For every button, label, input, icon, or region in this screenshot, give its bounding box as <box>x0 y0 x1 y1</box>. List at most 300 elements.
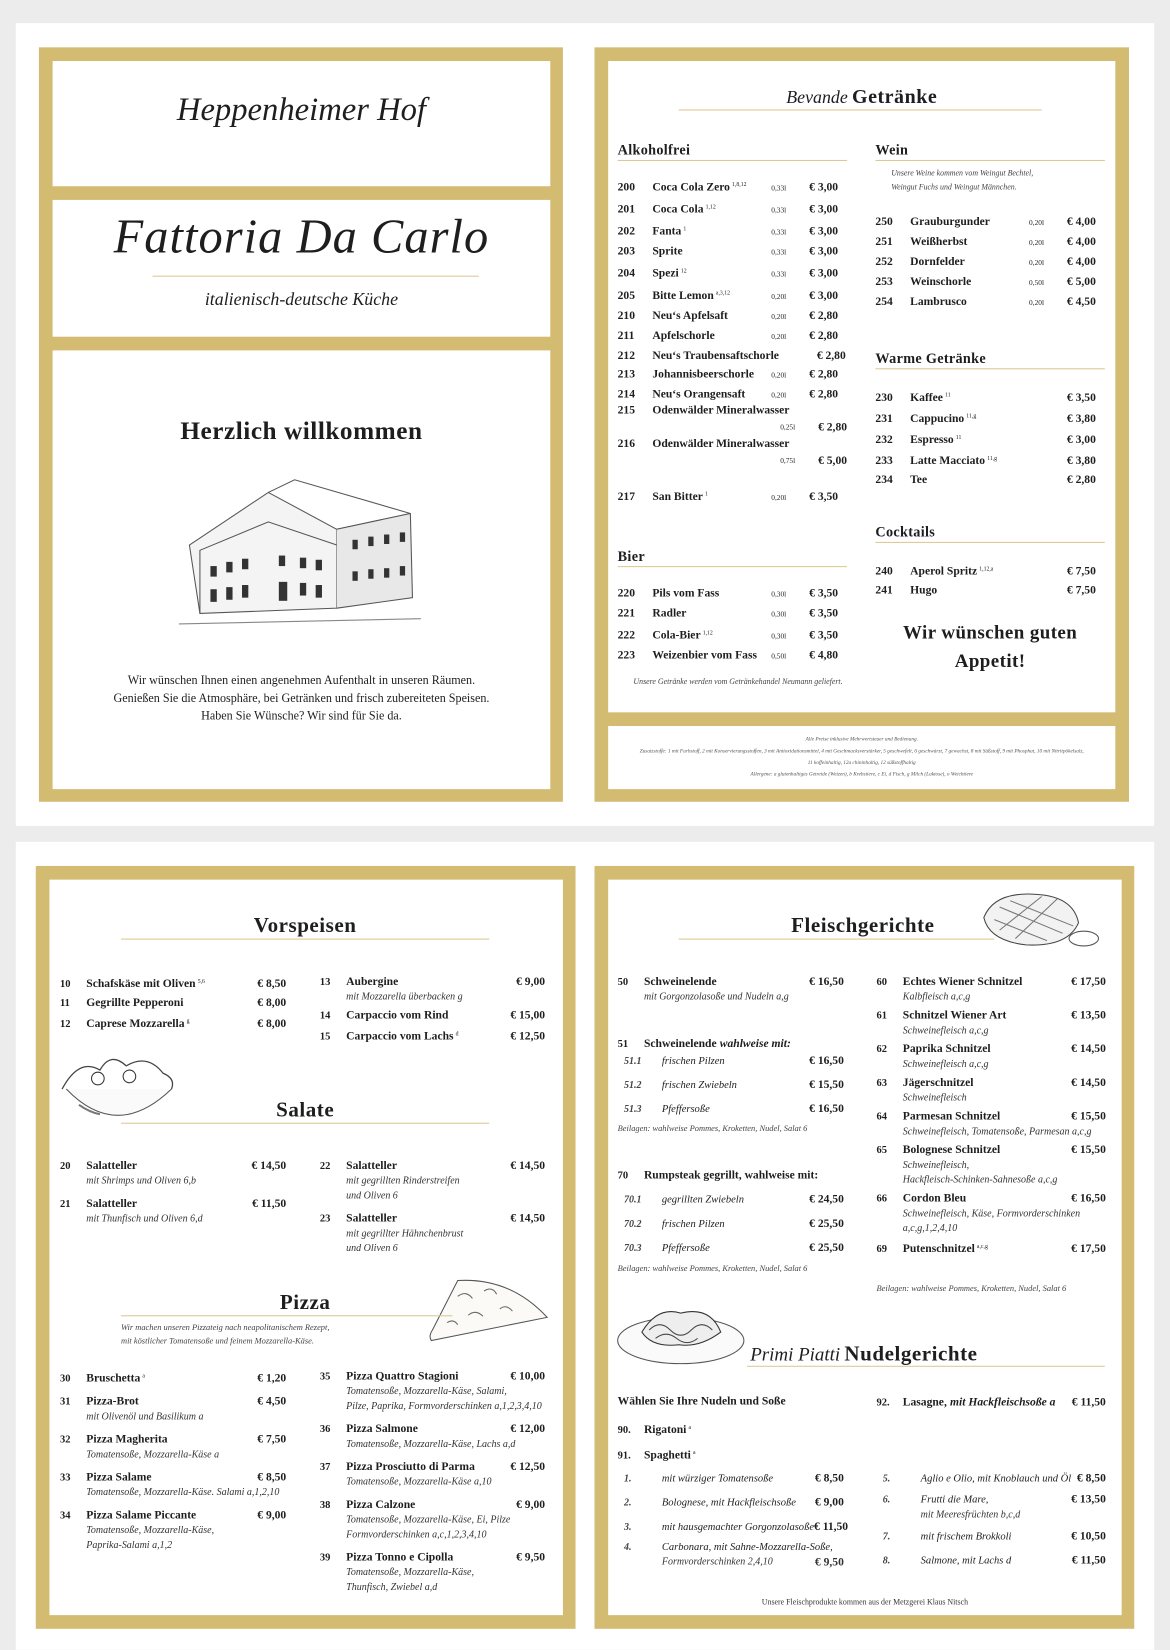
list-pizza-left <box>60 1369 286 1561</box>
item-price: € 10,50 <box>1071 1529 1106 1543</box>
item-volume: 0,25l <box>780 422 796 432</box>
item-line <box>875 213 1104 233</box>
item-number: 214 <box>617 388 636 401</box>
item-allergens: 11 <box>955 434 962 441</box>
item-name: Coca Cola <box>652 203 704 216</box>
item-price: € 11,50 <box>814 1520 849 1534</box>
item-number: 22 <box>319 1160 331 1173</box>
item-number: 210 <box>617 309 636 322</box>
menu-item <box>618 1168 844 1184</box>
item-allergens: 12 <box>680 268 687 275</box>
item-line <box>876 1467 1105 1491</box>
item-line <box>876 1042 1105 1058</box>
item-price: € 3,00 <box>809 245 839 258</box>
drinks-title <box>608 86 1115 109</box>
pasta-title-main: Nudelgerichte <box>844 1342 978 1366</box>
item-price: € 4,00 <box>1066 235 1096 249</box>
item-description: Pilze, Paprika, Formvorderschinken a,1,2,3,4,10 <box>346 1401 542 1413</box>
item-name: Apfelschorle <box>652 329 715 342</box>
item-price: € 8,00 <box>257 996 287 1010</box>
item-name-wrap <box>903 1239 1071 1257</box>
pizza-note-line: mit köstlicher Tomatensoße und feinem Mozzarella-Käse. <box>121 1336 314 1346</box>
item-number: 215 <box>617 404 636 417</box>
item-name-wrap <box>662 1189 809 1212</box>
menu-item <box>618 1515 849 1539</box>
item-line <box>876 1239 1105 1257</box>
item-volume: 0,50l <box>771 652 787 661</box>
item-name-wrap <box>910 407 1029 428</box>
item-line <box>618 198 847 220</box>
beilagen-note: Beilagen: wahlweise Pommes, Kroketten, Nudel, Salat 6 <box>617 1263 808 1274</box>
item-name-wrap <box>910 560 1029 581</box>
item-name: Schafskäse mit Oliven <box>86 977 196 991</box>
menu-item <box>875 581 1104 600</box>
item-price: € 16,50 <box>809 975 844 989</box>
menu-item <box>618 1491 844 1515</box>
divider <box>747 1366 1105 1367</box>
item-price: € 3,00 <box>809 225 839 238</box>
list-wein <box>875 213 1104 313</box>
item-price: € 9,50 <box>516 1550 546 1564</box>
item-line <box>320 974 545 990</box>
item-description <box>618 1556 844 1570</box>
item-name-wrap <box>86 1014 257 1032</box>
item-line <box>618 584 847 604</box>
item-name: Weißherbst <box>910 235 968 249</box>
item-name: Radler <box>652 607 687 620</box>
item-line <box>320 1027 545 1045</box>
item-name-wrap <box>652 365 771 384</box>
item-line <box>618 1539 844 1556</box>
item-line <box>618 262 847 284</box>
item-line <box>60 1369 286 1387</box>
item-name-wrap <box>652 436 847 453</box>
item-name-emphasis: mit Hackfleischsoße a <box>950 1396 1056 1409</box>
item-volume: 0,33l <box>771 248 787 257</box>
divider <box>618 160 847 161</box>
item-name-wrap <box>662 1468 815 1491</box>
item-number: 62 <box>876 1043 888 1056</box>
item-name-wrap <box>652 284 771 305</box>
item-line <box>618 485 847 507</box>
menu-item <box>320 1158 545 1203</box>
item-price: € 3,80 <box>1066 412 1096 426</box>
list-fleisch-50 <box>618 974 844 1012</box>
item-number: 70.2 <box>623 1219 642 1231</box>
item-name-wrap <box>903 1191 1071 1207</box>
item-name-wrap <box>346 1369 510 1385</box>
item-volume: 0,33l <box>771 184 787 193</box>
menu-item <box>60 1014 286 1032</box>
item-line <box>876 1075 1105 1091</box>
list-lasagne <box>876 1395 1105 1418</box>
item-name-wrap <box>910 273 1029 292</box>
list-salate-right <box>320 1158 545 1263</box>
item-line <box>320 1497 545 1513</box>
item-name-wrap <box>652 220 771 241</box>
item-price: € 14,50 <box>251 1159 287 1173</box>
item-name: Tee <box>910 473 928 487</box>
item-price: € 4,50 <box>257 1395 287 1408</box>
menu-item <box>875 560 1104 581</box>
menu-item <box>618 306 847 326</box>
menu-item <box>876 1109 1105 1140</box>
divider <box>875 542 1104 543</box>
item-description: Tomatensoße, Mozzarella-Käse, Lachs a,d <box>346 1439 516 1450</box>
menu-item <box>875 213 1104 233</box>
list-sauces-left <box>618 1467 849 1572</box>
item-description: Thunfisch, Zwiebel a,d <box>346 1582 438 1594</box>
section-title-fleischgerichte: Fleischgerichte <box>791 914 935 938</box>
item-description: Schweinefleisch a,c,g <box>902 1025 989 1037</box>
item-name-wrap <box>910 293 1029 312</box>
item-name-wrap <box>921 1550 1072 1573</box>
item-name-wrap <box>652 584 771 603</box>
item-line <box>875 470 1104 489</box>
menu-item <box>876 1549 1105 1573</box>
item-name: frischen Pilzen <box>661 1218 725 1231</box>
item-name-wrap <box>86 1508 257 1524</box>
item-allergens: 1,8,12 <box>732 182 747 189</box>
closing-text <box>875 619 1104 676</box>
drinks-title-main: Getränke <box>852 86 938 109</box>
item-name: Aperol Spritz <box>910 565 978 578</box>
item-price: € 15,50 <box>1071 1110 1106 1123</box>
item-number: 252 <box>875 255 893 269</box>
divider <box>153 276 479 277</box>
item-number: 223 <box>617 649 636 662</box>
item-name-wrap <box>910 581 1029 600</box>
item-price: € 2,80 <box>809 388 839 401</box>
item-number: 20 <box>59 1160 71 1173</box>
item-name-wrap <box>346 1027 510 1045</box>
menu-item <box>60 1470 286 1501</box>
item-name-wrap <box>662 1098 809 1121</box>
item-name: Gegrillte Pepperoni <box>86 996 184 1010</box>
list-fleisch-70-options <box>618 1188 844 1261</box>
item-name-wrap <box>652 242 771 261</box>
divider <box>875 368 1104 369</box>
item-volume: 0,20l <box>1029 238 1044 248</box>
item-number: 90. <box>617 1424 631 1437</box>
item-price: € 9,00 <box>516 975 546 989</box>
item-price: € 13,50 <box>1071 1493 1106 1506</box>
legal-text <box>614 734 1109 780</box>
item-number: 37 <box>319 1461 331 1474</box>
item-name: Parmesan Schnitzel <box>902 1110 1001 1123</box>
item-number: 230 <box>875 391 893 405</box>
item-price: € 13,50 <box>1071 1009 1106 1022</box>
item-volume: 0,20l <box>771 371 787 380</box>
item-number: 51.3 <box>623 1104 642 1116</box>
menu-item <box>320 974 545 1005</box>
item-line <box>320 1211 545 1227</box>
closing-line: Appetit! <box>954 650 1026 672</box>
menu-item <box>320 1422 545 1453</box>
item-number: 70.3 <box>623 1243 642 1255</box>
item-number: 222 <box>617 629 636 642</box>
item-number: 6. <box>882 1495 891 1506</box>
item-line <box>618 1188 844 1212</box>
menu-item <box>60 1196 286 1227</box>
item-volume: 0,50l <box>1029 278 1044 288</box>
item-price: € 5,00 <box>818 454 848 468</box>
item-number: 200 <box>617 180 636 194</box>
section-heading-cocktails: Cocktails <box>875 523 936 540</box>
menu-item <box>618 326 847 346</box>
item-description: Schweinefleisch, <box>902 1160 970 1172</box>
menu-item <box>618 176 847 198</box>
menu-item <box>618 584 847 604</box>
item-name-wrap <box>662 1213 809 1236</box>
item-line <box>60 1394 286 1410</box>
menu-item <box>875 428 1104 449</box>
item-number: 232 <box>875 433 893 447</box>
item-volume: 0,30l <box>771 610 787 619</box>
pizza-note <box>121 1321 329 1348</box>
item-name-wrap <box>903 1075 1071 1091</box>
item-line <box>60 1196 286 1212</box>
item-name: mit frischem Brokkoli <box>920 1530 1012 1543</box>
item-name: Sprite <box>652 245 683 258</box>
menu-item <box>618 1073 844 1097</box>
menu-item <box>618 1420 844 1438</box>
item-name-wrap <box>903 974 1071 990</box>
pasta-title-script: Primi Piatti <box>750 1343 841 1365</box>
menu-item <box>876 1467 1105 1491</box>
item-line <box>875 233 1104 253</box>
welcome-text <box>53 672 551 726</box>
menu-item <box>618 436 847 470</box>
item-line <box>618 624 847 646</box>
item-name-wrap <box>346 1008 510 1024</box>
item-name: Pizza Salmone <box>346 1422 418 1436</box>
item-allergens: a,c,g <box>976 1243 988 1251</box>
item-name-wrap <box>910 233 1029 252</box>
item-price: € 3,50 <box>809 607 839 620</box>
item-number: 70 <box>617 1170 629 1182</box>
item-price: € 14,50 <box>510 1212 546 1225</box>
item-price: € 14,50 <box>1071 1042 1106 1056</box>
item-volume: 0,33l <box>771 206 787 215</box>
item-allergens: a <box>693 1449 696 1457</box>
item-description: Schweinefleisch a,c,g <box>902 1059 989 1071</box>
item-volume: 0,20l <box>771 292 787 301</box>
list-mineralwasser <box>618 402 847 469</box>
item-line <box>320 1459 545 1475</box>
item-price: € 3,50 <box>809 490 839 503</box>
item-name-wrap <box>652 604 771 623</box>
item-price: € 7,50 <box>257 1433 287 1446</box>
list-bier <box>618 584 847 666</box>
item-name-wrap <box>652 306 771 325</box>
item-name: Neu‘s Orangensaft <box>652 388 746 401</box>
item-description: mit Mozzarella überbacken g <box>346 992 463 1003</box>
item-description: Tomatensoße, Mozzarella-Käse. Salami a,1,2,10 <box>86 1487 280 1499</box>
list-vorspeisen-left <box>60 974 286 1035</box>
item-name: Schweinelende <box>643 975 717 989</box>
item-price: € 8,50 <box>814 1472 844 1485</box>
item-name-wrap <box>644 1446 844 1464</box>
item-name-wrap <box>346 1459 510 1475</box>
item-line <box>320 1422 545 1438</box>
item-price: € 2,80 <box>809 368 839 381</box>
item-number: 15 <box>319 1031 331 1043</box>
menu-item <box>618 974 844 1005</box>
item-description: mit Thunfisch und Oliven 6,d <box>86 1214 203 1225</box>
item-name-wrap <box>910 449 1029 470</box>
item-line <box>618 1467 844 1491</box>
pasta-plate-illustration <box>616 1301 751 1368</box>
item-allergens: 1,12,a <box>979 566 994 573</box>
item-line <box>875 407 1104 428</box>
item-price: € 4,80 <box>809 649 839 662</box>
item-line <box>60 1158 286 1174</box>
item-volume: 0,20l <box>771 493 787 502</box>
item-number: 23 <box>319 1213 331 1225</box>
item-name: Neu‘s Traubensaftschorle <box>652 349 779 362</box>
menu-item <box>876 1191 1105 1236</box>
item-line <box>875 293 1104 313</box>
item-name: gegrillten Zwiebeln <box>661 1194 744 1206</box>
item-price: € 3,00 <box>809 180 839 194</box>
menu-item <box>618 198 847 220</box>
item-name-wrap <box>921 1526 1071 1549</box>
item-line <box>618 1236 844 1260</box>
divider <box>875 160 1104 161</box>
item-number: 201 <box>617 203 636 216</box>
pasta-title <box>750 1343 977 1367</box>
menu-item <box>618 624 847 646</box>
item-line <box>618 1491 844 1515</box>
item-line <box>60 1470 286 1486</box>
legal-box <box>608 726 1115 789</box>
item-line <box>618 974 844 990</box>
item-description: Schweinefleisch, Käse, Formvorderschinken a,c,g,1,2,4,10 <box>902 1208 1081 1235</box>
item-name: Salatteller <box>346 1159 397 1173</box>
menu-item <box>875 293 1104 313</box>
legal-line: Alle Preise inklusive Mehrwertsteuer und Bedienung. <box>805 737 918 743</box>
item-line <box>618 402 847 419</box>
list-sauces-right <box>876 1467 1105 1573</box>
item-line <box>876 1491 1105 1509</box>
item-description: Hackfleisch-Schinken-Sahnesoße a,c,g <box>902 1175 1058 1186</box>
bier-note: Unsere Getränke werden vom Getränkehandel Neumann geliefert. <box>633 676 843 687</box>
item-volume-price <box>618 419 847 436</box>
item-price: € 16,50 <box>809 1102 844 1116</box>
item-price: € 10,00 <box>510 1369 546 1383</box>
item-volume: 0,20l <box>1029 218 1044 228</box>
item-description-text: Formvorderschinken 2,4,10 <box>661 1557 773 1568</box>
item-name-wrap <box>644 1420 844 1438</box>
menu-item <box>875 233 1104 253</box>
item-name: Spaghetti <box>643 1448 691 1462</box>
item-line <box>618 306 847 326</box>
section-title-salate: Salate <box>276 1098 335 1122</box>
menu-item <box>618 1049 844 1073</box>
item-number: 10 <box>59 978 71 991</box>
item-description: Schweinefleisch, Tomatensoße, Parmesan a,c,g <box>902 1126 1092 1138</box>
item-price: € 3,50 <box>809 629 839 642</box>
menu-item <box>60 974 286 992</box>
item-price: € 17,50 <box>1071 975 1106 989</box>
item-line <box>876 1143 1105 1159</box>
item-price: € 8,50 <box>257 977 287 991</box>
item-line <box>876 1191 1105 1207</box>
item-line <box>618 242 847 262</box>
item-name: Dornfelder <box>910 255 965 269</box>
item-description: mit gegrillter Hähnchenbrust <box>346 1228 464 1240</box>
item-line <box>618 436 847 453</box>
item-number: 31 <box>59 1396 71 1408</box>
item-name: Paprika Schnitzel <box>902 1042 991 1056</box>
item-name-wrap <box>662 1492 815 1515</box>
item-name: Salatteller <box>86 1197 138 1211</box>
item-price: € 3,00 <box>809 203 839 216</box>
list-schnitzel <box>876 974 1105 1260</box>
item-allergens: 11,g <box>966 413 977 420</box>
beilagen-note: Beilagen: wahlweise Pommes, Kroketten, Nudel, Salat 6 <box>876 1283 1067 1294</box>
menu-item <box>876 1525 1105 1549</box>
item-name: Pizza Prosciutto di Parma <box>346 1460 475 1474</box>
welcome-line: Haben Sie Wünsche? Wir sind für Sie da. <box>201 710 402 723</box>
item-number: 254 <box>875 295 893 309</box>
menu-item <box>618 485 847 507</box>
item-price: € 11,50 <box>252 1197 287 1211</box>
item-name-wrap <box>644 1168 844 1184</box>
item-line <box>60 1014 286 1032</box>
item-volume: 0,33l <box>771 270 787 279</box>
item-name: Carpaccio vom Lachs <box>346 1030 454 1043</box>
item-name-wrap <box>662 1050 809 1073</box>
item-price: € 15,50 <box>1071 1143 1106 1157</box>
item-line <box>60 1432 286 1448</box>
menu-item <box>876 1143 1105 1188</box>
item-volume-price <box>618 452 847 469</box>
item-number: 69 <box>876 1243 888 1256</box>
item-name: Bolognese Schnitzel <box>902 1143 1001 1157</box>
menu-item <box>320 1008 545 1024</box>
item-number: 250 <box>875 215 893 229</box>
divider <box>618 566 847 567</box>
item-price: € 12,00 <box>510 1422 546 1436</box>
item-description: Tomatensoße, Mozzarella-Käse, <box>86 1525 215 1537</box>
item-price: € 1,20 <box>257 1372 287 1385</box>
item-line <box>618 1212 844 1236</box>
item-line <box>618 284 847 306</box>
menu-item <box>875 449 1104 470</box>
item-line <box>618 646 847 666</box>
item-name-wrap <box>346 1497 516 1513</box>
item-number: 241 <box>875 583 893 597</box>
item-price: € 2,80 <box>816 349 846 362</box>
item-line <box>618 1049 844 1073</box>
item-description: Paprika-Salami a,1,2 <box>86 1540 173 1551</box>
item-price: € 8,00 <box>257 1017 287 1031</box>
item-number: 61 <box>876 1010 888 1022</box>
item-line <box>876 1525 1105 1549</box>
item-name: Pfeffersoße <box>661 1242 710 1255</box>
closing-line: Wir wünschen guten <box>903 621 1078 643</box>
item-number: 51.2 <box>623 1080 642 1092</box>
menu-item <box>618 1467 844 1491</box>
item-description: mit Meeresfrüchten b,c,d <box>920 1509 1021 1521</box>
item-name: Pizza Tonno e Cipolla <box>346 1550 454 1564</box>
item-name: Lasagne, <box>902 1396 947 1409</box>
item-price: € 7,50 <box>1066 583 1096 597</box>
legal-line: Zusatzstoffe: 1 mit Farbstoff, 2 mit Konservierungsstoffen, 3 mit Antioxidationsmittel, 4 mit Geschmacksverstärker, 5 geschwefelt, 6 geschwärzt, 7 gewachst, 8 mit Süßstoff, 9 mit Phosphat, 10 mit Nitritpökelsalz, <box>639 749 1084 755</box>
item-number: 39 <box>319 1551 331 1564</box>
